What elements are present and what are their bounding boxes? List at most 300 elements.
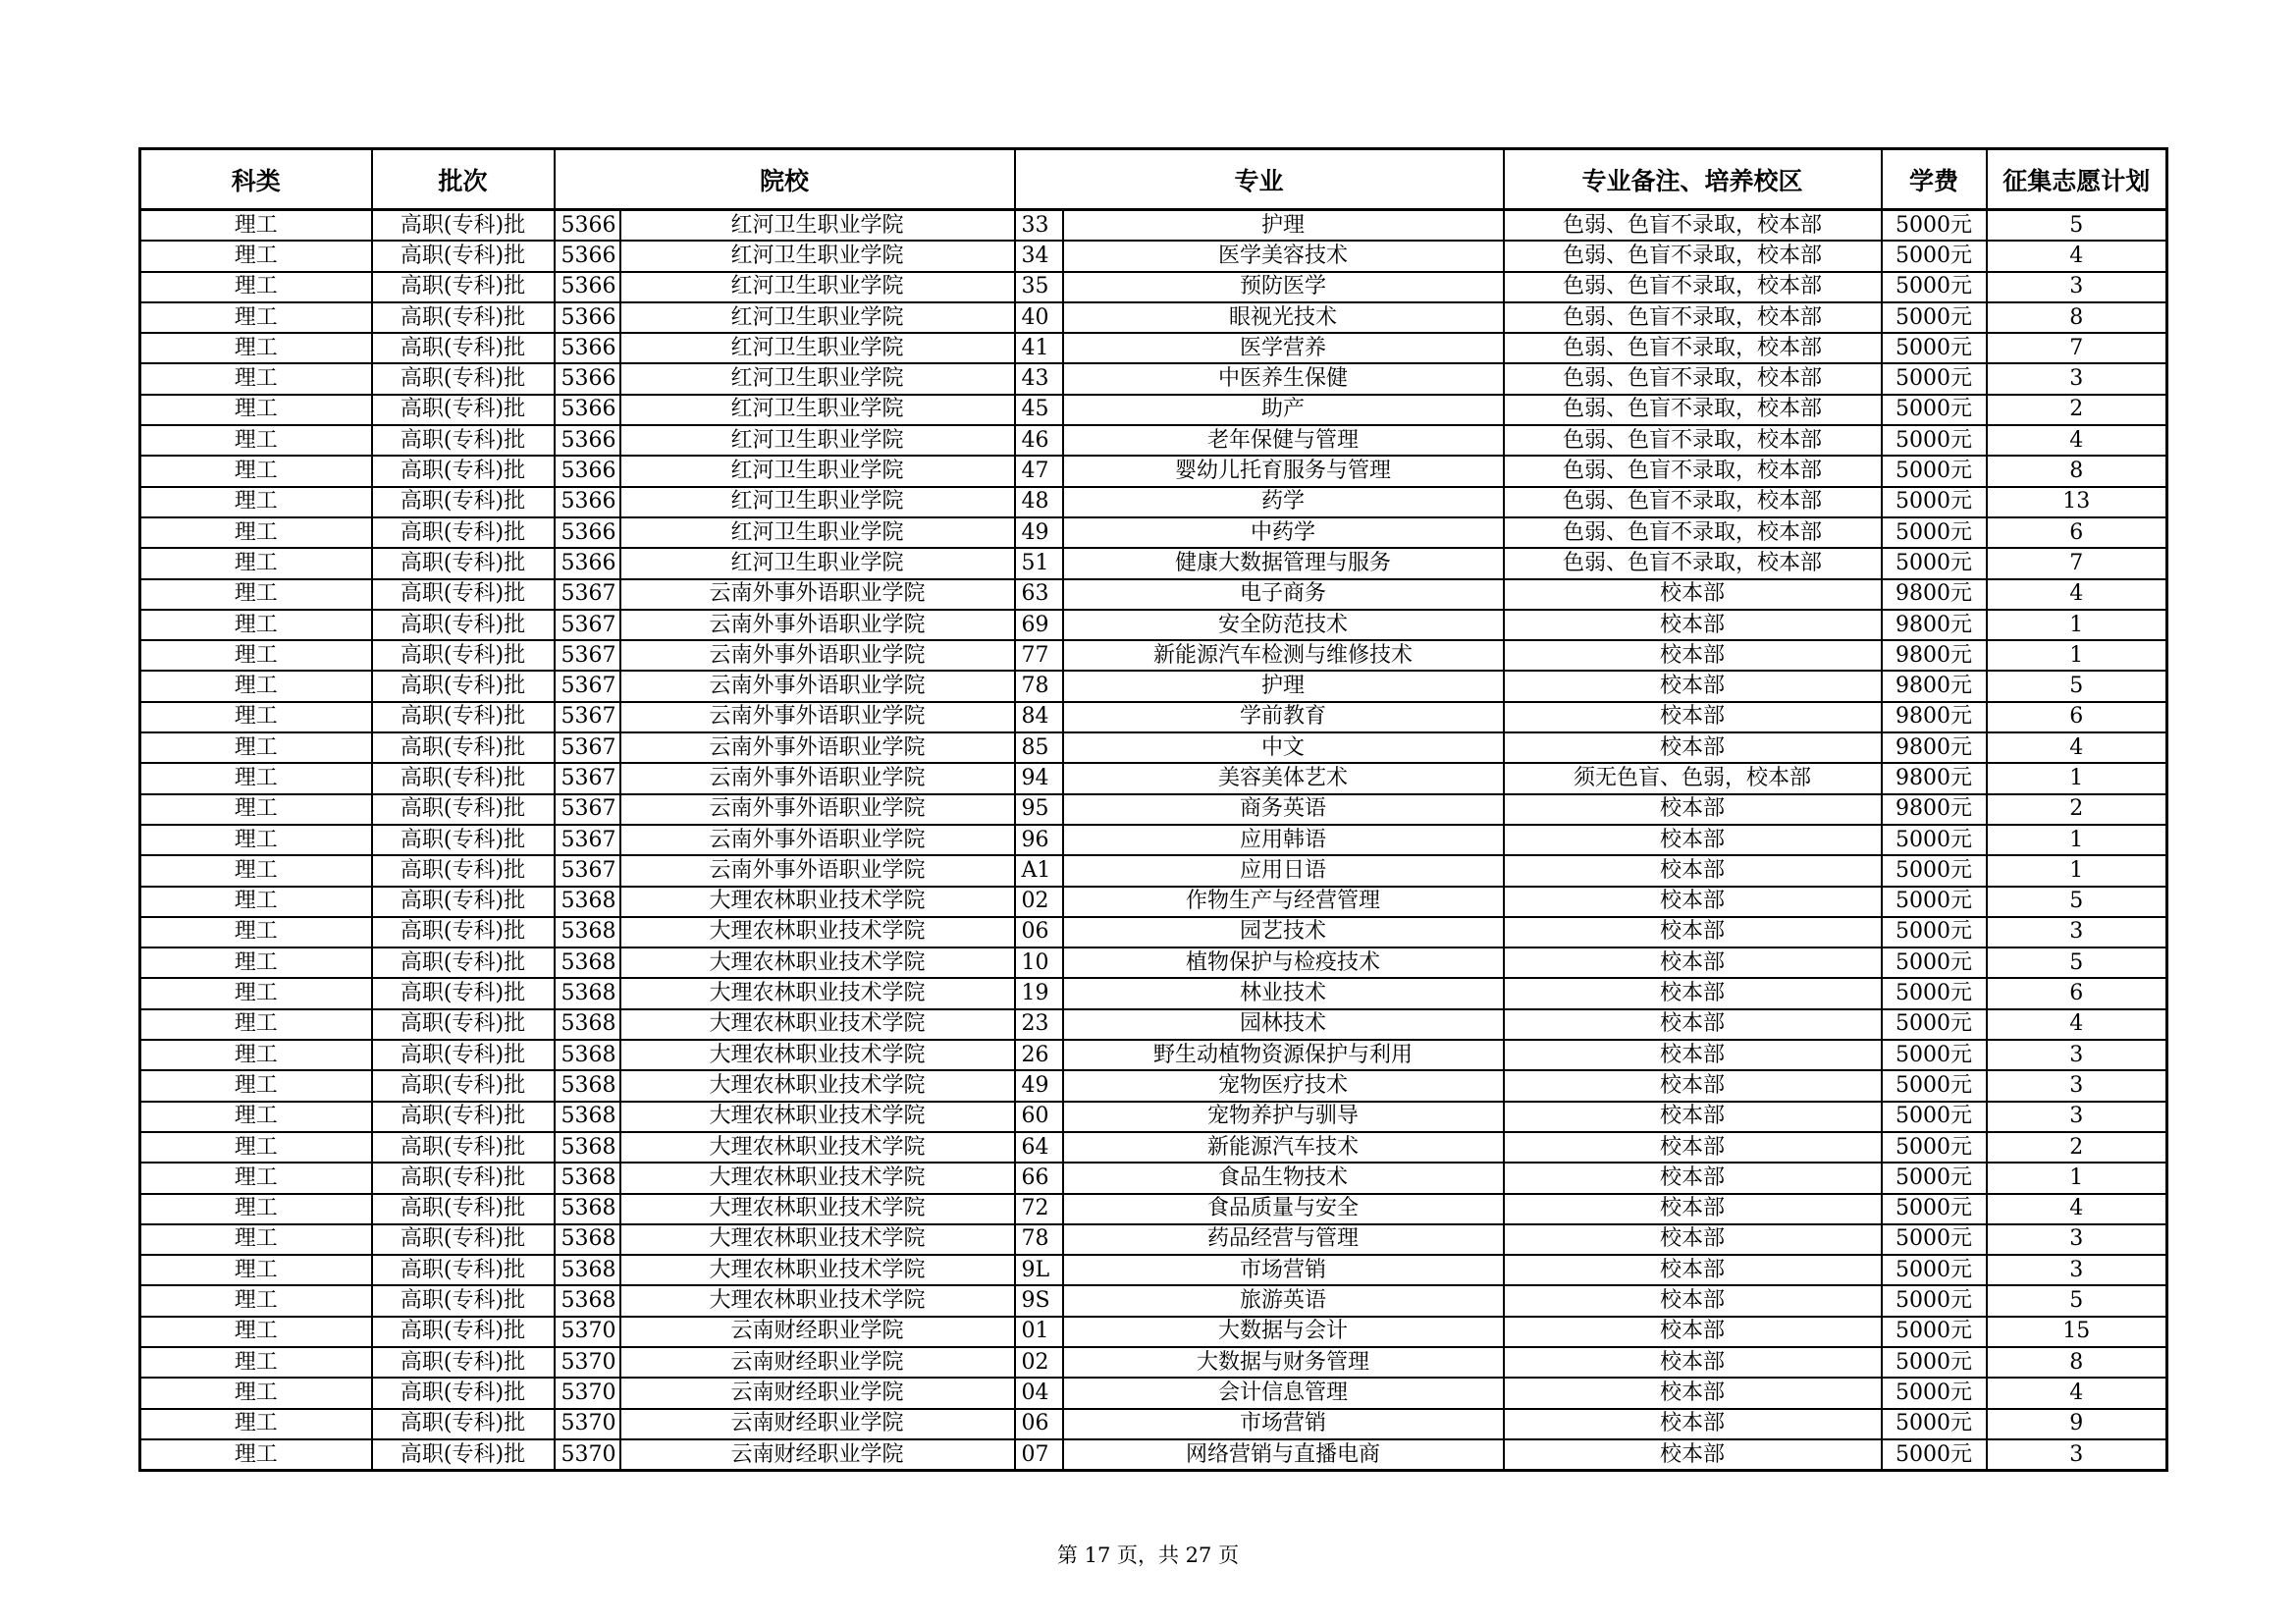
category-cell: 理工 [140,487,372,517]
plan-cell: 4 [1987,732,2167,763]
major-code-cell: 78 [1015,1224,1063,1255]
school-name-cell: 大理农林职业技术学院 [620,1163,1015,1193]
notes-cell: 校本部 [1504,610,1882,640]
table-row [140,1163,2167,1193]
school-code-cell: 5368 [555,1040,620,1070]
major-code-cell: 02 [1015,887,1063,917]
batch-cell: 高职(专科)批 [372,1378,555,1408]
school-name-cell: 云南外事外语职业学院 [620,579,1015,610]
major-code-cell: A1 [1015,855,1063,886]
batch-cell: 高职(专科)批 [372,1194,555,1224]
tuition-cell: 9800元 [1882,794,1987,825]
school-code-cell: 5370 [555,1347,620,1378]
batch-cell: 高职(专科)批 [372,517,555,548]
notes-cell: 色弱、色盲不录取，校本部 [1504,272,1882,302]
school-code-cell: 5368 [555,887,620,917]
category-cell: 理工 [140,917,372,947]
category-cell: 理工 [140,1409,372,1439]
tuition-cell: 5000元 [1882,333,1987,363]
tuition-cell: 5000元 [1882,1102,1987,1132]
notes-cell: 校本部 [1504,887,1882,917]
table-row [140,1409,2167,1439]
notes-cell: 校本部 [1504,1409,1882,1439]
table-row [140,1224,2167,1255]
major-name-cell: 旅游英语 [1063,1285,1504,1316]
batch-cell: 高职(专科)批 [372,210,555,242]
category-cell: 理工 [140,1378,372,1408]
major-code-cell: 48 [1015,487,1063,517]
major-name-cell: 医学营养 [1063,333,1504,363]
batch-cell: 高职(专科)批 [372,1224,555,1255]
school-code-cell: 5368 [555,1163,620,1193]
tuition-cell: 5000元 [1882,1317,1987,1347]
category-cell: 理工 [140,210,372,242]
batch-cell: 高职(专科)批 [372,794,555,825]
tuition-cell: 5000元 [1882,1132,1987,1163]
table-row [140,487,2167,517]
major-code-cell: 33 [1015,210,1063,242]
batch-cell: 高职(专科)批 [372,579,555,610]
table-row [140,763,2167,793]
table-row [140,1347,2167,1378]
major-code-cell: 49 [1015,1070,1063,1101]
school-code-cell: 5366 [555,456,620,486]
tuition-cell: 5000元 [1882,887,1987,917]
plan-cell: 9 [1987,1409,2167,1439]
school-code-cell: 5367 [555,732,620,763]
notes-cell: 色弱、色盲不录取，校本部 [1504,363,1882,394]
major-code-cell: 46 [1015,425,1063,456]
tuition-cell: 9800元 [1882,732,1987,763]
school-name-cell: 云南财经职业学院 [620,1378,1015,1408]
major-code-cell: 85 [1015,732,1063,763]
tuition-cell: 5000元 [1882,978,1987,1008]
major-name-cell: 电子商务 [1063,579,1504,610]
major-code-cell: 66 [1015,1163,1063,1193]
category-cell: 理工 [140,1163,372,1193]
school-code-cell: 5368 [555,978,620,1008]
school-code-cell: 5370 [555,1378,620,1408]
plan-cell: 4 [1987,1378,2167,1408]
school-name-cell: 红河卫生职业学院 [620,333,1015,363]
plan-cell: 3 [1987,1439,2167,1471]
batch-cell: 高职(专科)批 [372,1255,555,1285]
plan-cell: 8 [1987,456,2167,486]
batch-cell: 高职(专科)批 [372,425,555,456]
plan-cell: 4 [1987,1194,2167,1224]
school-code-cell: 5366 [555,333,620,363]
category-cell: 理工 [140,241,372,271]
plan-cell: 1 [1987,610,2167,640]
header-school: 院校 [555,149,1015,210]
school-code-cell: 5366 [555,272,620,302]
major-code-cell: 94 [1015,763,1063,793]
plan-cell: 8 [1987,1347,2167,1378]
batch-cell: 高职(专科)批 [372,1409,555,1439]
notes-cell: 色弱、色盲不录取，校本部 [1504,333,1882,363]
batch-cell: 高职(专科)批 [372,640,555,671]
batch-cell: 高职(专科)批 [372,917,555,947]
major-name-cell: 大数据与财务管理 [1063,1347,1504,1378]
notes-cell: 校本部 [1504,1070,1882,1101]
school-code-cell: 5368 [555,1009,620,1040]
batch-cell: 高职(专科)批 [372,671,555,701]
table-row [140,1255,2167,1285]
major-name-cell: 学前教育 [1063,702,1504,732]
plan-cell: 1 [1987,855,2167,886]
school-name-cell: 云南外事外语职业学院 [620,855,1015,886]
major-name-cell: 植物保护与检疫技术 [1063,947,1504,978]
major-name-cell: 护理 [1063,671,1504,701]
notes-cell: 校本部 [1504,702,1882,732]
major-code-cell: 02 [1015,1347,1063,1378]
tuition-cell: 5000元 [1882,1347,1987,1378]
school-name-cell: 云南外事外语职业学院 [620,640,1015,671]
school-name-cell: 大理农林职业技术学院 [620,1009,1015,1040]
school-code-cell: 5370 [555,1409,620,1439]
major-code-cell: 51 [1015,548,1063,578]
notes-cell: 校本部 [1504,1194,1882,1224]
plan-cell: 3 [1987,272,2167,302]
header-notes-campus: 专业备注、培养校区 [1504,149,1882,210]
major-name-cell: 助产 [1063,395,1504,425]
plan-cell: 7 [1987,333,2167,363]
tuition-cell: 9800元 [1882,671,1987,701]
major-name-cell: 园艺技术 [1063,917,1504,947]
tuition-cell: 5000元 [1882,1163,1987,1193]
category-cell: 理工 [140,363,372,394]
school-code-cell: 5366 [555,425,620,456]
major-code-cell: 45 [1015,395,1063,425]
school-name-cell: 红河卫生职业学院 [620,272,1015,302]
school-name-cell: 云南外事外语职业学院 [620,702,1015,732]
major-name-cell: 大数据与会计 [1063,1317,1504,1347]
notes-cell: 须无色盲、色弱，校本部 [1504,763,1882,793]
category-cell: 理工 [140,517,372,548]
table-row [140,302,2167,333]
school-name-cell: 云南外事外语职业学院 [620,671,1015,701]
plan-cell: 1 [1987,1163,2167,1193]
major-code-cell: 04 [1015,1378,1063,1408]
tuition-cell: 5000元 [1882,210,1987,242]
category-cell: 理工 [140,825,372,855]
school-code-cell: 5370 [555,1317,620,1347]
notes-cell: 校本部 [1504,1439,1882,1471]
school-name-cell: 大理农林职业技术学院 [620,917,1015,947]
major-code-cell: 95 [1015,794,1063,825]
table-row [140,978,2167,1008]
school-code-cell: 5370 [555,1439,620,1471]
table-row [140,732,2167,763]
tuition-cell: 5000元 [1882,395,1987,425]
major-code-cell: 23 [1015,1009,1063,1040]
tuition-cell: 5000元 [1882,548,1987,578]
school-code-cell: 5368 [555,947,620,978]
major-name-cell: 野生动植物资源保护与利用 [1063,1040,1504,1070]
tuition-cell: 9800元 [1882,763,1987,793]
major-code-cell: 34 [1015,241,1063,271]
notes-cell: 校本部 [1504,1224,1882,1255]
category-cell: 理工 [140,1102,372,1132]
table-row [140,579,2167,610]
tuition-cell: 5000元 [1882,517,1987,548]
school-name-cell: 红河卫生职业学院 [620,395,1015,425]
school-name-cell: 大理农林职业技术学院 [620,1040,1015,1070]
plan-cell: 13 [1987,487,2167,517]
table-row [140,702,2167,732]
school-name-cell: 云南财经职业学院 [620,1317,1015,1347]
school-code-cell: 5367 [555,640,620,671]
school-code-cell: 5368 [555,1070,620,1101]
batch-cell: 高职(专科)批 [372,1040,555,1070]
batch-cell: 高职(专科)批 [372,333,555,363]
plan-cell: 4 [1987,425,2167,456]
notes-cell: 色弱、色盲不录取，校本部 [1504,241,1882,271]
school-code-cell: 5367 [555,702,620,732]
school-name-cell: 大理农林职业技术学院 [620,1255,1015,1285]
batch-cell: 高职(专科)批 [372,487,555,517]
major-name-cell: 眼视光技术 [1063,302,1504,333]
notes-cell: 校本部 [1504,1163,1882,1193]
batch-cell: 高职(专科)批 [372,1132,555,1163]
table-row [140,425,2167,456]
plan-cell: 6 [1987,702,2167,732]
school-name-cell: 红河卫生职业学院 [620,456,1015,486]
school-name-cell: 云南财经职业学院 [620,1439,1015,1471]
major-name-cell: 宠物养护与驯导 [1063,1102,1504,1132]
major-name-cell: 网络营销与直播电商 [1063,1439,1504,1471]
notes-cell: 校本部 [1504,1347,1882,1378]
major-code-cell: 26 [1015,1040,1063,1070]
major-code-cell: 72 [1015,1194,1063,1224]
notes-cell: 色弱、色盲不录取，校本部 [1504,548,1882,578]
plan-cell: 7 [1987,548,2167,578]
table-row [140,671,2167,701]
category-cell: 理工 [140,978,372,1008]
category-cell: 理工 [140,456,372,486]
batch-cell: 高职(专科)批 [372,732,555,763]
notes-cell: 色弱、色盲不录取，校本部 [1504,395,1882,425]
major-name-cell: 应用日语 [1063,855,1504,886]
tuition-cell: 5000元 [1882,1439,1987,1471]
school-name-cell: 云南外事外语职业学院 [620,610,1015,640]
notes-cell: 色弱、色盲不录取，校本部 [1504,425,1882,456]
table-row [140,1317,2167,1347]
major-code-cell: 84 [1015,702,1063,732]
plan-cell: 1 [1987,825,2167,855]
table-row [140,1132,2167,1163]
major-name-cell: 会计信息管理 [1063,1378,1504,1408]
school-name-cell: 红河卫生职业学院 [620,517,1015,548]
category-cell: 理工 [140,1070,372,1101]
notes-cell: 色弱、色盲不录取，校本部 [1504,456,1882,486]
category-cell: 理工 [140,302,372,333]
tuition-cell: 5000元 [1882,456,1987,486]
table-row [140,548,2167,578]
category-cell: 理工 [140,1194,372,1224]
notes-cell: 色弱、色盲不录取，校本部 [1504,210,1882,242]
school-code-cell: 5367 [555,763,620,793]
school-name-cell: 红河卫生职业学院 [620,210,1015,242]
table-row [140,333,2167,363]
notes-cell: 校本部 [1504,1132,1882,1163]
category-cell: 理工 [140,1347,372,1378]
table-row [140,640,2167,671]
batch-cell: 高职(专科)批 [372,1285,555,1316]
table-row [140,855,2167,886]
major-name-cell: 中药学 [1063,517,1504,548]
major-name-cell: 美容美体艺术 [1063,763,1504,793]
school-name-cell: 红河卫生职业学院 [620,548,1015,578]
major-code-cell: 69 [1015,610,1063,640]
notes-cell: 校本部 [1504,978,1882,1008]
school-code-cell: 5367 [555,671,620,701]
school-name-cell: 大理农林职业技术学院 [620,1224,1015,1255]
school-code-cell: 5367 [555,825,620,855]
major-code-cell: 63 [1015,579,1063,610]
major-name-cell: 预防医学 [1063,272,1504,302]
school-code-cell: 5368 [555,1255,620,1285]
category-cell: 理工 [140,640,372,671]
school-code-cell: 5366 [555,241,620,271]
category-cell: 理工 [140,702,372,732]
batch-cell: 高职(专科)批 [372,825,555,855]
table-row [140,947,2167,978]
notes-cell: 校本部 [1504,1102,1882,1132]
school-name-cell: 红河卫生职业学院 [620,302,1015,333]
table-row [140,363,2167,394]
school-name-cell: 红河卫生职业学院 [620,487,1015,517]
notes-cell: 校本部 [1504,1317,1882,1347]
plan-cell: 3 [1987,1255,2167,1285]
plan-cell: 3 [1987,917,2167,947]
major-name-cell: 食品质量与安全 [1063,1194,1504,1224]
major-code-cell: 06 [1015,917,1063,947]
notes-cell: 校本部 [1504,855,1882,886]
table-row [140,1009,2167,1040]
plan-cell: 2 [1987,1132,2167,1163]
table-row [140,1102,2167,1132]
notes-cell: 校本部 [1504,825,1882,855]
tuition-cell: 5000元 [1882,272,1987,302]
notes-cell: 校本部 [1504,1040,1882,1070]
notes-cell: 校本部 [1504,1255,1882,1285]
category-cell: 理工 [140,1255,372,1285]
plan-cell: 5 [1987,887,2167,917]
category-cell: 理工 [140,1439,372,1471]
page-footer: 第 17 页，共 27 页 [1056,1543,1240,1567]
school-code-cell: 5368 [555,917,620,947]
school-name-cell: 红河卫生职业学院 [620,425,1015,456]
major-name-cell: 食品生物技术 [1063,1163,1504,1193]
plan-cell: 3 [1987,1070,2167,1101]
tuition-cell: 9800元 [1882,640,1987,671]
major-name-cell: 市场营销 [1063,1409,1504,1439]
school-name-cell: 云南外事外语职业学院 [620,825,1015,855]
plan-cell: 3 [1987,1040,2167,1070]
major-code-cell: 64 [1015,1132,1063,1163]
plan-cell: 15 [1987,1317,2167,1347]
batch-cell: 高职(专科)批 [372,272,555,302]
category-cell: 理工 [140,1317,372,1347]
table-header-row [140,149,2167,210]
tuition-cell: 5000元 [1882,487,1987,517]
tuition-cell: 5000元 [1882,947,1987,978]
school-name-cell: 大理农林职业技术学院 [620,887,1015,917]
major-name-cell: 新能源汽车检测与维修技术 [1063,640,1504,671]
table-row [140,1439,2167,1471]
major-name-cell: 宠物医疗技术 [1063,1070,1504,1101]
table-row [140,456,2167,486]
batch-cell: 高职(专科)批 [372,1439,555,1471]
category-cell: 理工 [140,425,372,456]
batch-cell: 高职(专科)批 [372,548,555,578]
tuition-cell: 5000元 [1882,1409,1987,1439]
table-row [140,917,2167,947]
school-code-cell: 5366 [555,487,620,517]
notes-cell: 校本部 [1504,794,1882,825]
tuition-cell: 5000元 [1882,1070,1987,1101]
major-name-cell: 园林技术 [1063,1009,1504,1040]
school-code-cell: 5368 [555,1285,620,1316]
notes-cell: 色弱、色盲不录取，校本部 [1504,487,1882,517]
major-code-cell: 49 [1015,517,1063,548]
major-name-cell: 作物生产与经营管理 [1063,887,1504,917]
table-row [140,610,2167,640]
plan-cell: 4 [1987,579,2167,610]
school-name-cell: 大理农林职业技术学院 [620,947,1015,978]
batch-cell: 高职(专科)批 [372,610,555,640]
tuition-cell: 5000元 [1882,1194,1987,1224]
table-row [140,1194,2167,1224]
plan-cell: 2 [1987,395,2167,425]
major-name-cell: 林业技术 [1063,978,1504,1008]
school-code-cell: 5367 [555,855,620,886]
table-body [140,210,2167,1471]
notes-cell: 色弱、色盲不录取，校本部 [1504,517,1882,548]
batch-cell: 高职(专科)批 [372,1009,555,1040]
school-name-cell: 云南财经职业学院 [620,1347,1015,1378]
major-name-cell: 健康大数据管理与服务 [1063,548,1504,578]
batch-cell: 高职(专科)批 [372,978,555,1008]
plan-cell: 6 [1987,978,2167,1008]
batch-cell: 高职(专科)批 [372,1317,555,1347]
school-code-cell: 5366 [555,548,620,578]
school-name-cell: 云南外事外语职业学院 [620,794,1015,825]
major-code-cell: 40 [1015,302,1063,333]
notes-cell: 校本部 [1504,1285,1882,1316]
tuition-cell: 5000元 [1882,917,1987,947]
category-cell: 理工 [140,794,372,825]
batch-cell: 高职(专科)批 [372,363,555,394]
plan-cell: 6 [1987,517,2167,548]
school-code-cell: 5366 [555,517,620,548]
plan-cell: 1 [1987,763,2167,793]
category-cell: 理工 [140,548,372,578]
plan-cell: 5 [1987,210,2167,242]
tuition-cell: 5000元 [1882,1224,1987,1255]
notes-cell: 校本部 [1504,917,1882,947]
category-cell: 理工 [140,947,372,978]
school-code-cell: 5367 [555,610,620,640]
major-name-cell: 安全防范技术 [1063,610,1504,640]
table-row [140,1378,2167,1408]
header-tuition: 学费 [1882,149,1987,210]
table-row [140,887,2167,917]
school-name-cell: 大理农林职业技术学院 [620,1102,1015,1132]
plan-cell: 3 [1987,1224,2167,1255]
school-code-cell: 5368 [555,1194,620,1224]
